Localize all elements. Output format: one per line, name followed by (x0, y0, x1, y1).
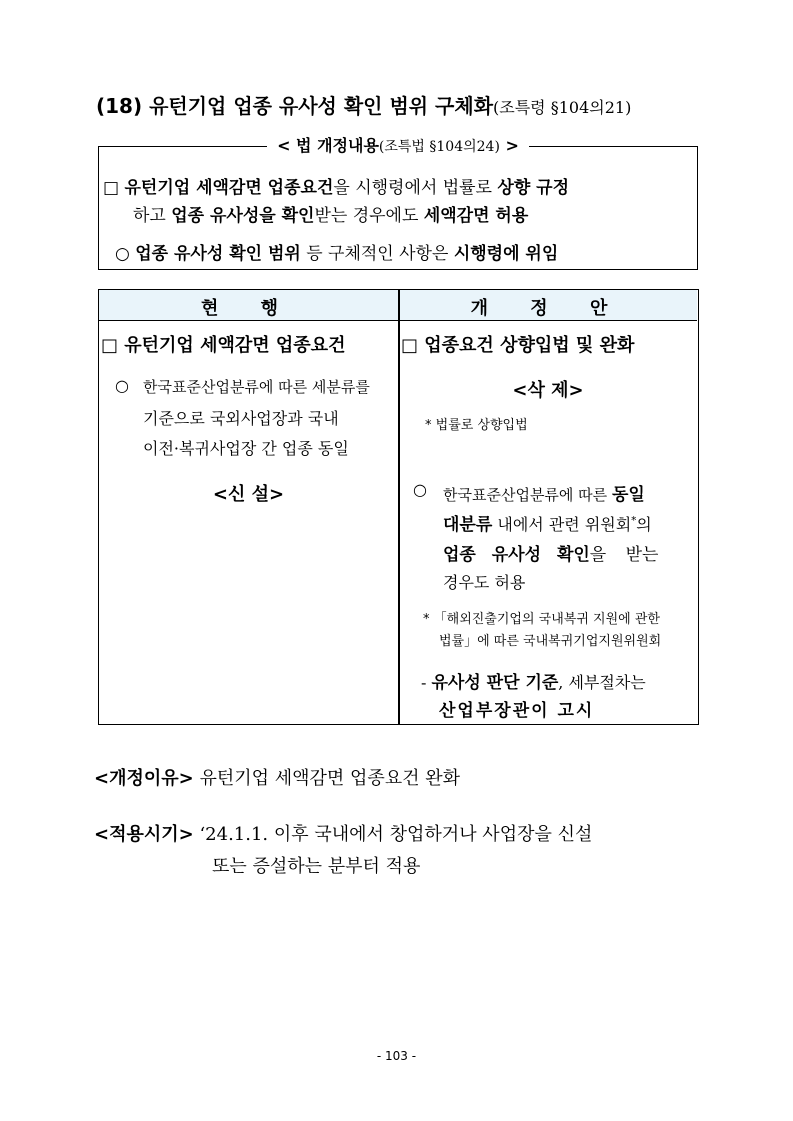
header-revised: 개 정 안 (470, 298, 626, 319)
law-box-title-ref: (조특법 §104의24) (378, 139, 500, 155)
law-box-text: 등 구체적인 사항은 (300, 244, 454, 264)
section-title (96, 90, 706, 119)
revised-bold: 동일 (611, 485, 645, 505)
revision-reason (94, 764, 460, 790)
law-box-line-2 (133, 201, 528, 226)
revised-bullet-marker: ○ (413, 480, 427, 499)
revised-bold: 산업부장관이 고시 (439, 701, 595, 721)
comparison-table (98, 289, 699, 725)
reason-label: <개정이유> (94, 768, 194, 789)
law-box-text: 하고 (133, 206, 172, 226)
revised-dash-line-1 (421, 668, 646, 693)
law-box-bold: 시행령에 위임 (453, 244, 559, 264)
law-box-text: 을 시행령에서 법률로 (333, 178, 498, 198)
dash-marker: - (421, 673, 432, 692)
timing-line-1: ‘24.1.1. 이후 국내에서 창업하거나 사업장을 신설 (199, 824, 593, 845)
current-bullet-marker: ○ (115, 376, 129, 395)
current-bullet-line-3: 이전·복귀사업장 간 업종 동일 (143, 439, 349, 458)
revised-text: 내에서 관련 위원회 (492, 515, 632, 534)
deleted-label: <삭 제> (512, 380, 584, 401)
revised-dash-line-2 (439, 696, 594, 721)
section-title-text: (18) 유턴기업 업종 유사성 확인 범위 구체화 (96, 94, 494, 118)
revised-heading: □ 업종요건 상향입법 및 완화 (401, 335, 635, 356)
note-upgrade-law: * 법률로 상향입법 (425, 418, 528, 433)
law-box-title-text: < 법 개정내용 (277, 136, 379, 155)
law-box-bold: 세액감면 허용 (423, 206, 529, 226)
note-committee-line-1: * 「해외진출기업의 국내복귀 지원에 관한 (423, 612, 660, 627)
timing-label: <적용시기> (94, 824, 194, 845)
law-box-bold: 상향 규정 (497, 178, 569, 198)
footnote-mark: * (631, 515, 637, 527)
circle-bullet: ○ (115, 244, 136, 264)
revised-bold: 대분류 (443, 515, 493, 535)
revised-bullet-line-4: 경우도 허용 (443, 573, 526, 592)
new-label: <신 설> (212, 484, 285, 505)
current-bullet-line-1: 한국표준산업분류에 따른 세분류를 (143, 378, 370, 396)
note-committee-line-2: 법률」에 따른 국내복귀기업지원위원회 (439, 634, 662, 649)
section-title-ref: (조특령 §104의21) (493, 98, 632, 117)
revised-bold: 유사성 판단 기준 (431, 673, 559, 693)
reason-text: 유턴기업 세액감면 업종요건 완화 (199, 768, 461, 789)
revised-bullet-line-1 (443, 480, 645, 505)
application-timing (94, 820, 592, 846)
column-divider (398, 290, 400, 724)
law-box-line-1 (103, 173, 569, 198)
revised-text: , 세부절차는 (558, 673, 646, 692)
page-number: - 103 - (376, 1049, 417, 1063)
law-box-bold: 업종 유사성을 확인 (171, 206, 315, 226)
law-box-text: 받는 경우에도 (314, 206, 424, 226)
law-revision-box (98, 136, 698, 270)
law-box-title-end: > (499, 136, 519, 155)
law-box-bold: 유턴기업 세액감면 업종요건 (124, 178, 334, 198)
law-box-bold: 업종 유사성 확인 범위 (135, 244, 301, 264)
timing-line-2: 또는 증설하는 분부터 적용 (212, 856, 421, 877)
revised-text: 한국표준산업분류에 따른 (443, 486, 612, 504)
revised-text: 의 (636, 515, 652, 534)
revised-text: 을 받는 (589, 545, 659, 565)
law-box-title (99, 133, 697, 156)
header-current: 현 행 (200, 298, 297, 319)
revised-bullet-line-2 (443, 510, 652, 535)
current-bullet-line-2: 기준으로 국외사업장과 국내 (143, 409, 339, 428)
law-box-line-3 (115, 239, 558, 264)
revised-bold: 업종 유사성 확인 (443, 545, 590, 565)
revised-bullet-line-3 (443, 540, 658, 565)
square-bullet: □ (103, 178, 125, 198)
current-heading: □ 유턴기업 세액감면 업종요건 (101, 335, 346, 356)
